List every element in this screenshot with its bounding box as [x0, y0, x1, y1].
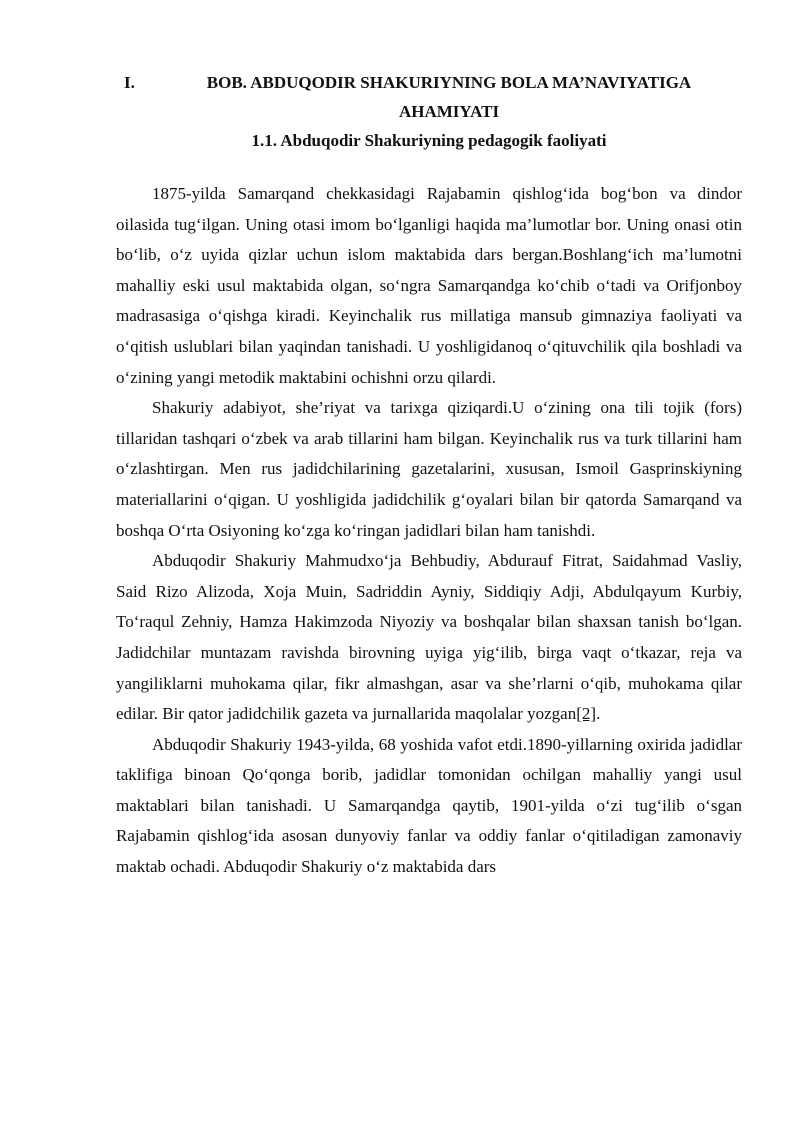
section-title: 1.1. Abduqodir Shakuriyning pedagogik faoliyati — [251, 131, 607, 150]
paragraph-2: Shakuriy adabiyot, she’riyat va tarixga qiziqardi.U o‘zining ona tili tojik (fors) tillaridan tashqari o‘zbek va arab tillarini ham bilgan. Keyinchalik rus va turk tillarini ham o‘zlashtirgan. Men rus jadidchilarining gazetalarini, xususan, Ismoil Gasprinskiyning materiallarini o‘qigan. U yoshligida jadidchilik g‘oyalari bilan bir qatorda Samarqand va boshqa O‘rta Osiyoning ko‘zga ko‘ringan jadidlari bilan ham tanishdi. — [116, 398, 742, 540]
paragraph-4: Abduqodir Shakuriy 1943-yilda, 68 yoshida vafot etdi.1890-yillarning oxirida jadidlar taklifiga binoan Qo‘qonga borib, jadidlar tomonidan ochilgan mahalliy yangi usul maktablari bilan tanishadi. U Samarqandga qaytib, 1901-yilda o‘zi tug‘ilib o‘sgan Rajabamin qishlog‘ida asosan dunyoviy fanlar va oddiy fanlar o‘qitiladigan zamonaviy maktab ochadi. Abduqodir Shakuriy o‘z maktabida dars — [116, 734, 742, 877]
paragraph-3 — [116, 546, 742, 730]
document-page — [116, 68, 742, 883]
paragraph-1: 1875-yilda Samarqand chekkasidagi Rajabamin qishlog‘ida bog‘bon va dindor oilasida tug‘ilgan. Uning otasi imom bo‘lganligi haqida ma’lumotlar bor. Uning onasi otin bo‘lib, o‘z uyida qizlar uchun islom maktabida dars bergan.Boshlang‘ich ma’lumotni mahalliy eski usul maktabida olgan, so‘ngra Samarqandga ko‘chib o‘tadi va Orifjonboy madrasasiga o‘qishga kiradi. Keyinchalik rus millatiga mansub gimnaziya faoliyati va o‘qitish uslublari bilan yaqindan tanishadi. U yoshligidanoq o‘qituvchilik qila boshladi va o‘zining yangi metodik maktabini ochishni orzu qilardi. — [116, 184, 742, 387]
paragraph-3-text: Abduqodir Shakuriy Mahmudxo‘ja Behbudiy, Abdurauf Fitrat, Saidahmad Vasliy, Said Rizo Alizoda, Xoja Muin, Sadriddin Ayniy, Siddiqiy Adji, Abdulqayum Kurbiy, To‘raqul Zehniy, Hamza Hakimzoda Niyoziy va boshqalar bilan shaxsan tanish bo‘lgan. Jadidchilar muntazam ravishda birovning uyiga yig‘ilib, birga vaqt o‘tkazar, reja va yangiliklarni muhokama qilar, fikr almashgan, asar va she’rlarni o‘qib, muhokama qilar edilar. Bir qator jadidchilik gazeta va jurnallarida maqolalar yozgan — [116, 551, 742, 724]
paragraph-3-end: . — [596, 704, 601, 724]
footnote-link[interactable]: [2] — [576, 704, 597, 724]
chapter-title: BOB. ABDUQODIR SHAKURIYNING BOLA MA’NAVIYATIGA AHAMIYATI — [206, 73, 692, 121]
chapter-number: I. — [124, 73, 135, 92]
chapter-heading — [116, 68, 742, 126]
